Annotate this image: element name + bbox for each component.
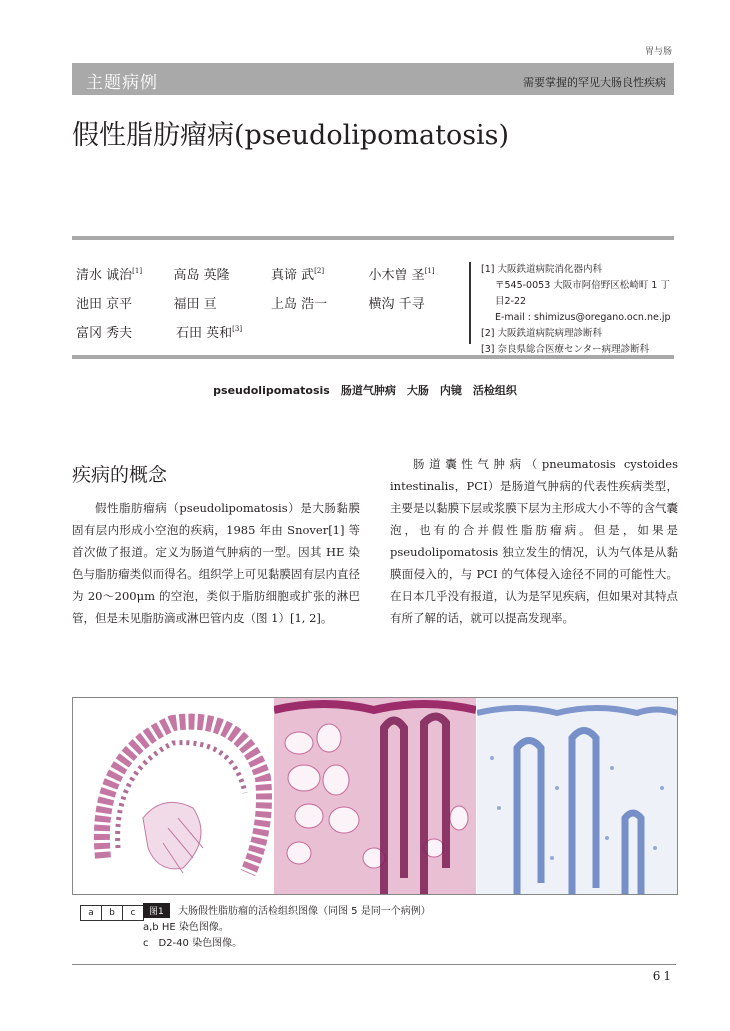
- micrograph-a: [73, 698, 273, 894]
- author-row: [76, 317, 466, 346]
- figure-caption: 大肠假性脂肪瘤的活检组织图像（同图 5 是同一个病例）: [178, 906, 431, 917]
- page-number: 61: [652, 969, 674, 983]
- figure-tag: 图1: [143, 903, 170, 918]
- panel-label: b: [102, 905, 123, 921]
- paragraph: 肠道囊性气肿病（pneumatosis cystoides intestinalis，PCI）是肠道气肿病的代表性疾病类型，主要是以黏膜下层或浆膜下层为主形成大小不等的含气囊泡，也有的合并假性脂肪瘤病。但是，如果是 pseudolipomatosis 独立发生的情况，认为气体是从黏膜面侵入的，与 PCI 的气体侵入途径不同的可能性大。在日本几乎没有报道，认为是罕见疾病，但如果对其特点有所了解的话，就可以提高发现率。: [390, 457, 678, 625]
- keywords: pseudolipomatosis 肠道气肿病 大肠 内镜 活检组织: [213, 384, 517, 397]
- paragraph: 假性脂肪瘤病（pseudolipomatosis）是大肠黏膜固有层内形成小空泡的疾病，1985 年由 Snover[1] 等首次做了报道。定义为肠道气肿病的一型。因其 HE 染色与脂肪瘤类似而得名。组织学上可见黏膜固有层内直径为 20～200μm 的空泡，类似于脂肪细胞或扩张的淋巴管，但是未见脂肪滴或淋巴管内皮（图 1）[1, 2]。: [72, 501, 360, 625]
- author: 真谛 武[2]: [271, 267, 325, 283]
- panel-label: c: [123, 905, 144, 921]
- divider-top: [72, 236, 674, 240]
- affiliation-address: 〒545-0053 大阪市阿倍野区松崎町 1 丁: [495, 280, 670, 291]
- caption-ab: a,b HE 染色图像。: [143, 922, 229, 933]
- micrograph-b: [274, 698, 476, 894]
- author: 小木曽 圣[1]: [368, 267, 435, 283]
- divider-bottom: [72, 355, 674, 359]
- author: 横沟 千寻: [368, 297, 425, 312]
- affiliation-address: 目2-22: [495, 296, 527, 307]
- affiliation-3: [3] 奈良県総合医療センター病理診断科: [481, 344, 650, 355]
- journal-name: 胃与肠: [644, 47, 672, 57]
- body-column-right: [390, 453, 678, 629]
- panel-label: a: [80, 905, 102, 921]
- affiliation-email[interactable]: E-mail : shimizus@oregano.ocn.ne.jp: [495, 312, 671, 323]
- body-column-left: [72, 497, 360, 629]
- affiliations: [481, 262, 681, 358]
- affiliation-1: [1] 大阪鉄道病院消化器内科: [481, 264, 602, 275]
- banner-series: 需要掌握的罕见大肠良性疾病: [523, 76, 666, 89]
- article-title: 假性脂肪瘤病(pseudolipomatosis): [72, 120, 510, 151]
- affiliation-divider: [469, 262, 471, 344]
- figure-1: [72, 697, 678, 895]
- author: 上岛 浩一: [271, 297, 328, 312]
- author: 富冈 秀夫: [76, 326, 133, 341]
- author-row: [76, 259, 466, 288]
- affiliation-2: [2] 大阪鉄道病院病理診断科: [481, 328, 602, 339]
- section-heading: 疾病的概念: [72, 464, 168, 486]
- author: 福田 亘: [173, 297, 217, 312]
- panel-label-grid: [80, 905, 144, 921]
- author: 池田 京平: [76, 297, 133, 312]
- author-list: [76, 259, 466, 346]
- author: 石田 英和[3]: [176, 325, 243, 341]
- banner-category: 主题病例: [86, 73, 158, 93]
- author-row: [76, 288, 466, 317]
- author: 高岛 英隆: [173, 268, 230, 283]
- footer-divider: [72, 964, 676, 965]
- caption-c: c D2-40 染色图像。: [143, 938, 243, 949]
- author: 清水 诚治[1]: [76, 267, 143, 283]
- micrograph-c: [477, 698, 677, 894]
